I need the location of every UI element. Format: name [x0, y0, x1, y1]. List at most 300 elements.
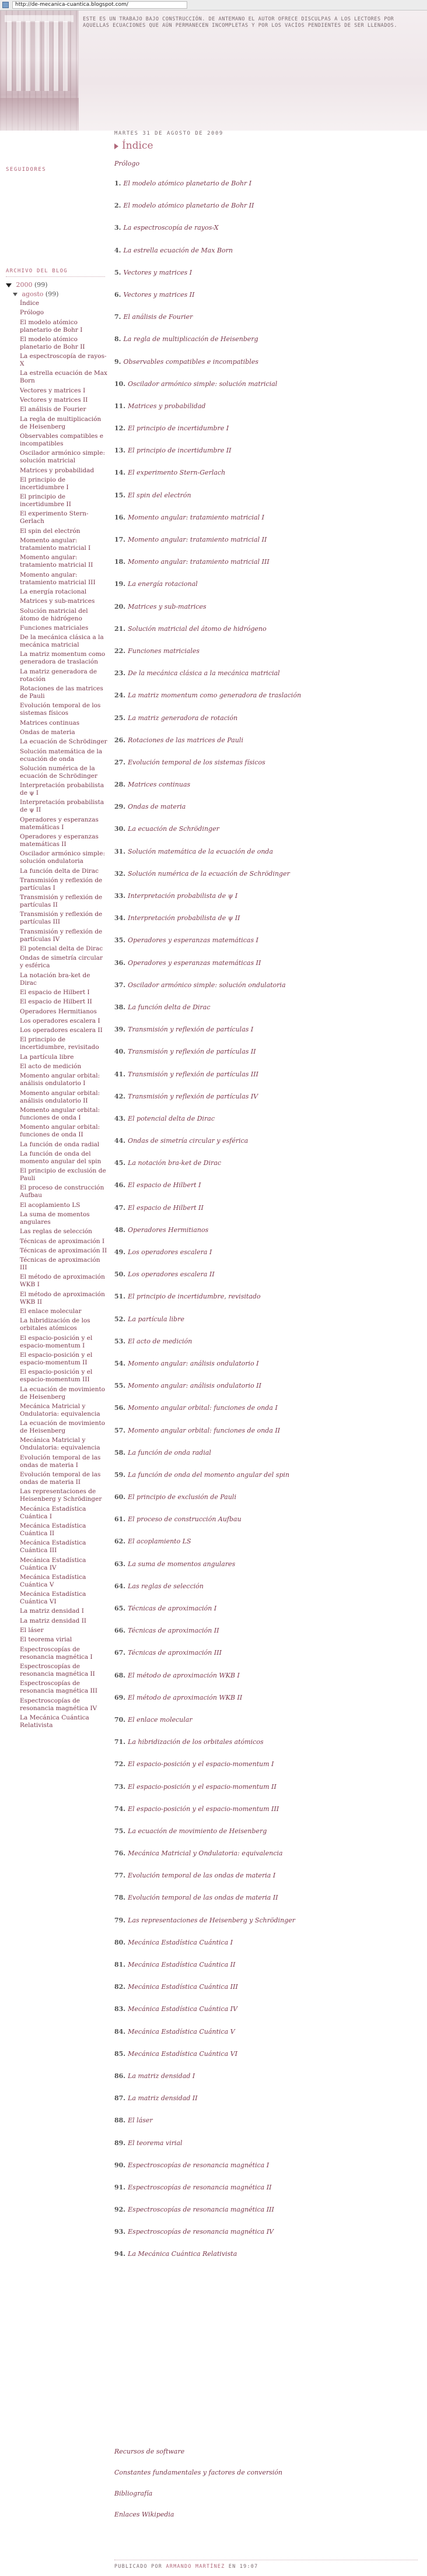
sidebar-post-link[interactable]: La suma de momentos angulares	[20, 1211, 90, 1226]
chapter-link[interactable]: Momento angular orbital: funciones de onda II	[128, 1426, 281, 1434]
sidebar-post-link[interactable]: La matriz momentum como generadora de traslación	[20, 651, 106, 666]
sidebar-post-link[interactable]: Espectroscopías de resonancia magnética II	[20, 1662, 95, 1677]
chapter-item[interactable]	[114, 1071, 418, 1093]
sidebar-post-link[interactable]: Solución numérica de la ecuación de Schrödinger	[20, 764, 98, 780]
sidebar-post-link[interactable]: Los operadores escalera II	[20, 1027, 103, 1034]
sidebar-post-link[interactable]: Vectores y matrices II	[20, 396, 88, 404]
chapter-link[interactable]: Transmisión y reflexión de partículas III	[128, 1070, 258, 1078]
sidebar-post-link[interactable]: Ondas de simetría circular y esférica	[20, 954, 103, 970]
chapter-link[interactable]: El espacio de Hilbert II	[128, 1203, 204, 1212]
chapter-item[interactable]	[114, 1159, 418, 1181]
sidebar-post-link[interactable]: Momento angular: tratamiento matricial I	[20, 537, 91, 552]
chapter-link[interactable]: Mecánica Estadística Cuántica VI	[128, 2049, 238, 2058]
sidebar-post-link[interactable]: El espacio-posición y el espacio-momentum I	[20, 1334, 93, 1349]
chapter-item[interactable]	[114, 1181, 418, 1203]
chapter-link[interactable]: Interpretación probabilista de ψ II	[128, 914, 240, 922]
chapter-item[interactable]	[114, 2005, 418, 2027]
chapter-link[interactable]: La función de onda radial	[128, 1448, 211, 1457]
extra-link[interactable]: Constantes fundamentales y factores de conversión	[114, 2469, 283, 2476]
sidebar-post-link[interactable]: La partícula libre	[20, 1053, 74, 1061]
chapter-link[interactable]: Mecánica Estadística Cuántica IV	[128, 2005, 238, 2013]
chapter-link[interactable]: Observables compatibles e incompatibles	[123, 357, 258, 366]
sidebar-post-link[interactable]: Momento angular: tratamiento matricial II	[20, 554, 93, 569]
chapter-link[interactable]: Mecánica Estadística Cuántica I	[128, 1938, 233, 1946]
sidebar-post-link[interactable]: Rotaciones de las matrices de Pauli	[20, 685, 103, 700]
chapter-item[interactable]	[114, 469, 418, 491]
chapter-link[interactable]: El acto de medición	[128, 1337, 192, 1345]
footer-time[interactable]: EN 19:07	[228, 2564, 258, 2570]
chapter-link[interactable]: La partícula libre	[128, 1315, 184, 1323]
chapter-link[interactable]: Transmisión y reflexión de partículas I	[128, 1026, 254, 1034]
chapter-link[interactable]: El principio de incertidumbre I	[128, 424, 229, 433]
chapter-link[interactable]: El principio de exclusión de Pauli	[128, 1493, 236, 1501]
chapter-item[interactable]	[114, 313, 418, 335]
chapter-item[interactable]	[114, 1093, 418, 1115]
sidebar-post-link[interactable]: El proceso de construcción Aufbau	[20, 1184, 104, 1199]
chapter-item[interactable]	[114, 1003, 418, 1026]
chapter-link[interactable]: El proceso de construcción Aufbau	[128, 1515, 242, 1524]
post-title[interactable]	[114, 140, 153, 152]
chapter-item[interactable]	[114, 447, 418, 469]
archive-year[interactable]	[6, 281, 48, 289]
chapter-link[interactable]: El espacio-posición y el espacio-momentum I	[128, 1760, 274, 1768]
chapter-item[interactable]	[114, 335, 418, 357]
chapter-item[interactable]	[114, 2094, 418, 2117]
sidebar-post-link[interactable]: La espectroscopía de rayos-X	[20, 353, 107, 368]
chapter-item[interactable]	[114, 1738, 418, 1760]
sidebar-post-link[interactable]: De la mecánica clásica a la mecánica matricial	[20, 634, 104, 649]
chapter-link[interactable]: La regla de multiplicación de Heisenberg	[123, 335, 258, 343]
sidebar-post-link[interactable]: Mecánica Estadística Cuántica II	[20, 1522, 86, 1537]
chapter-item[interactable]	[114, 781, 418, 803]
chapter-item[interactable]	[114, 402, 418, 424]
chapter-link[interactable]: Espectroscopías de resonancia magnética II	[128, 2183, 272, 2191]
chapter-link[interactable]: Momento angular: tratamiento matricial II	[128, 536, 267, 543]
sidebar-post-link[interactable]: Mecánica Estadística Cuántica V	[20, 1573, 86, 1588]
footer-author-link[interactable]: ARMANDO MARTÍNEZ	[166, 2564, 225, 2570]
sidebar-post-link[interactable]: Solución matricial del átomo de hidrógeno	[20, 607, 88, 622]
sidebar-post-link[interactable]: El principio de incertidumbre, revisitado	[20, 1036, 99, 1051]
sidebar-post-link[interactable]: El spin del electrón	[20, 527, 80, 535]
sidebar-post-link[interactable]: Momento angular orbital: análisis ondulatorio II	[20, 1089, 100, 1104]
sidebar-post-link[interactable]: Operadores Hermitianos	[20, 1008, 97, 1015]
sidebar-post-link[interactable]: Índice	[20, 300, 40, 307]
chapter-link[interactable]: El método de aproximación WKB I	[128, 1671, 240, 1679]
chapter-item[interactable]	[114, 1471, 418, 1493]
chapter-link[interactable]: Vectores y matrices II	[123, 290, 195, 299]
chapter-link[interactable]: Matrices continuas	[128, 781, 191, 789]
sidebar-post-link[interactable]: Técnicas de aproximación III	[20, 1257, 100, 1272]
chapter-link[interactable]: Evolución temporal de las ondas de materia II	[128, 1894, 278, 1902]
sidebar-post-link[interactable]: Transmisión y reflexión de partículas II	[20, 894, 103, 909]
chapter-link[interactable]: La matriz densidad II	[128, 2094, 198, 2103]
sidebar-post-link[interactable]: Espectroscopías de resonancia magnética I	[20, 1645, 93, 1661]
sidebar-post-link[interactable]: Momento angular: tratamiento matricial III	[20, 571, 96, 586]
chapter-item[interactable]	[114, 2184, 418, 2206]
expand-triangle-icon[interactable]	[6, 283, 12, 287]
chapter-item[interactable]	[114, 1872, 418, 1894]
chapter-item[interactable]	[114, 1404, 418, 1426]
sidebar-post-link[interactable]: La ecuación de movimiento de Heisenberg	[20, 1385, 106, 1401]
sidebar-post-link[interactable]: El espacio-posición y el espacio-momentum III	[20, 1368, 93, 1384]
sidebar-post-link[interactable]: Espectroscopías de resonancia magnética III	[20, 1680, 97, 1695]
chapter-item[interactable]	[114, 291, 418, 313]
sidebar-post-link[interactable]: La ecuación de Schrödinger	[20, 738, 107, 746]
chapter-item[interactable]	[114, 1917, 418, 1939]
chapter-item[interactable]	[114, 1649, 418, 1671]
chapter-link[interactable]: Evolución temporal de las ondas de materia I	[128, 1872, 276, 1880]
chapter-link[interactable]: La matriz densidad I	[128, 2072, 195, 2080]
chapter-item[interactable]	[114, 1961, 418, 1983]
sidebar-post-link[interactable]: El modelo atómico planetario de Bohr I	[20, 318, 83, 334]
chapter-item[interactable]	[114, 492, 418, 514]
chapter-link[interactable]: De la mecánica clásica a la mecánica matricial	[128, 669, 280, 678]
chapter-item[interactable]	[114, 1672, 418, 1694]
chapter-item[interactable]	[114, 625, 418, 647]
prologue-link[interactable]: Prólogo	[114, 160, 140, 167]
sidebar-post-link[interactable]: La energía rotacional	[20, 588, 87, 595]
chapter-item[interactable]	[114, 1894, 418, 1916]
chapter-item[interactable]	[114, 1271, 418, 1293]
chapter-item[interactable]	[114, 1204, 418, 1226]
chapter-item[interactable]	[114, 1338, 418, 1360]
chapter-link[interactable]: Transmisión y reflexión de partículas IV	[128, 1092, 258, 1100]
chapter-item[interactable]	[114, 714, 418, 736]
chapter-link[interactable]: Espectroscopías de resonancia magnética III	[128, 2206, 274, 2214]
chapter-item[interactable]	[114, 1538, 418, 1560]
chapter-item[interactable]	[114, 647, 418, 669]
chapter-link[interactable]: El potencial delta de Dirac	[128, 1114, 215, 1122]
chapter-item[interactable]	[114, 1315, 418, 1338]
sidebar-post-link[interactable]: Funciones matriciales	[20, 624, 89, 631]
chapter-link[interactable]: La espectroscopía de rayos-X	[123, 224, 219, 232]
sidebar-post-link[interactable]: El teorema virial	[20, 1636, 72, 1644]
archive-month[interactable]	[13, 290, 59, 298]
chapter-link[interactable]: Ondas de materia	[128, 803, 186, 811]
chapter-item[interactable]	[114, 2139, 418, 2161]
sidebar-post-link[interactable]: Operadores y esperanzas matemáticas I	[20, 816, 99, 831]
sidebar-post-link[interactable]: La ecuación de movimiento de Heisenberg	[20, 1420, 106, 1435]
sidebar-post-link[interactable]: Momento angular orbital: análisis ondulatorio I	[20, 1072, 100, 1087]
chapter-link[interactable]: Momento angular: análisis ondulatorio II	[128, 1382, 261, 1390]
sidebar-post-link[interactable]: Interpretación probabilista de ψ II	[20, 799, 104, 814]
sidebar-post-link[interactable]: El principio de incertidumbre II	[20, 493, 71, 508]
chapter-item[interactable]	[114, 1560, 418, 1582]
sidebar-post-link[interactable]: El experimento Stern-Gerlach	[20, 510, 89, 525]
chapter-link[interactable]: El teorema virial	[128, 2139, 183, 2147]
chapter-item[interactable]	[114, 1627, 418, 1649]
sidebar-post-link[interactable]: La matriz generadora de rotación	[20, 668, 97, 683]
chapter-link[interactable]: Vectores y matrices I	[123, 268, 192, 276]
sidebar-post-link[interactable]: Mecánica Estadística Cuántica VI	[20, 1591, 86, 1606]
chapter-item[interactable]	[114, 514, 418, 536]
url-field[interactable]: http://de-mecanica-cuantica.blogspot.com/	[12, 1, 187, 9]
chapter-link[interactable]: Las representaciones de Heisenberg y Schrödinger	[128, 1916, 296, 1924]
sidebar-post-link[interactable]: El acto de medición	[20, 1063, 82, 1071]
sidebar-post-link[interactable]: Ondas de materia	[20, 728, 75, 736]
chapter-item[interactable]	[114, 1983, 418, 2005]
chapter-item[interactable]	[114, 1939, 418, 1961]
chapter-item[interactable]	[114, 2161, 418, 2184]
chapter-item[interactable]	[114, 1849, 418, 1872]
chapter-item[interactable]	[114, 1493, 418, 1515]
sidebar-post-link[interactable]: Matrices y probabilidad	[20, 466, 94, 474]
chapter-item[interactable]	[114, 1827, 418, 1849]
chapter-link[interactable]: Mecánica Estadística Cuántica II	[128, 1961, 236, 1968]
chapter-link[interactable]: Mecánica Matricial y Ondulatoria: equivalencia	[128, 1849, 283, 1858]
sidebar-post-link[interactable]: El modelo atómico planetario de Bohr II	[20, 335, 85, 350]
chapter-link[interactable]: Transmisión y reflexión de partículas II	[128, 1048, 256, 1056]
chapter-link[interactable]: Operadores y esperanzas matemáticas I	[128, 936, 258, 945]
chapter-link[interactable]: El modelo atómico planetario de Bohr II	[123, 202, 254, 210]
chapter-link[interactable]: Momento angular: tratamiento matricial I	[128, 513, 264, 521]
chapter-item[interactable]	[114, 936, 418, 959]
chapter-item[interactable]	[114, 825, 418, 847]
chapter-link[interactable]: La notación bra-ket de Dirac	[128, 1159, 222, 1167]
chapter-link[interactable]: El experimento Stern-Gerlach	[128, 469, 226, 477]
chapter-link[interactable]: El espacio de Hilbert I	[128, 1181, 201, 1189]
sidebar-post-link[interactable]: Momento angular orbital: funciones de onda I	[20, 1106, 100, 1121]
sidebar-post-link[interactable]: Técnicas de aproximación II	[20, 1247, 107, 1254]
chapter-item[interactable]	[114, 1360, 418, 1382]
chapter-item[interactable]	[114, 1248, 418, 1271]
sidebar-post-link[interactable]: La matriz densidad II	[20, 1617, 87, 1624]
chapter-link[interactable]: La Mecánica Cuántica Relativista	[128, 2250, 237, 2258]
chapter-item[interactable]	[114, 380, 418, 402]
chapter-item[interactable]	[114, 1115, 418, 1137]
sidebar-post-link[interactable]: La notación bra-ket de Dirac	[20, 971, 90, 987]
chapter-item[interactable]	[114, 358, 418, 380]
chapter-item[interactable]	[114, 848, 418, 870]
chapter-item[interactable]	[114, 692, 418, 714]
chapter-item[interactable]	[114, 202, 418, 224]
chapter-item[interactable]	[114, 2072, 418, 2094]
chapter-link[interactable]: El método de aproximación WKB II	[128, 1693, 243, 1701]
sidebar-post-link[interactable]: Vectores y matrices I	[20, 387, 86, 394]
chapter-item[interactable]	[114, 2250, 418, 2272]
chapter-item[interactable]	[114, 959, 418, 981]
chapter-link[interactable]: Técnicas de aproximación II	[128, 1627, 219, 1635]
chapter-item[interactable]	[114, 759, 418, 781]
post-title-text[interactable]: Índice	[122, 140, 153, 152]
chapter-link[interactable]: Mecánica Estadística Cuántica V	[128, 2027, 235, 2035]
sidebar-post-link[interactable]: Mecánica Estadística Cuántica I	[20, 1505, 86, 1520]
sidebar-post-link[interactable]: Evolución temporal de las ondas de materia II	[20, 1471, 101, 1486]
sidebar-post-link[interactable]: El análisis de Fourier	[20, 406, 86, 413]
sidebar-post-link[interactable]: El potencial delta de Dirac	[20, 945, 103, 953]
sidebar-post-link[interactable]: Oscilador armónico simple: solución ondulatoria	[20, 850, 106, 865]
chapter-link[interactable]: La energía rotacional	[128, 580, 198, 588]
sidebar-post-link[interactable]: Operadores y esperanzas matemáticas II	[20, 833, 99, 848]
sidebar-post-link[interactable]: La estrella ecuación de Max Born	[20, 370, 107, 385]
sidebar-post-link[interactable]: El acoplamiento LS	[20, 1201, 80, 1209]
chapter-link[interactable]: La ecuación de Schrödinger	[128, 825, 219, 833]
chapter-link[interactable]: Solución numérica de la ecuación de Schrödinger	[128, 869, 290, 878]
chapter-link[interactable]: El láser	[128, 2117, 153, 2125]
chapter-link[interactable]: La función delta de Dirac	[128, 1003, 211, 1011]
sidebar-post-link[interactable]: El método de aproximación WKB I	[20, 1273, 105, 1289]
chapter-link[interactable]: Funciones matriciales	[128, 647, 200, 655]
sidebar-post-link[interactable]: Transmisión y reflexión de partículas I	[20, 876, 103, 892]
sidebar-post-link[interactable]: Interpretación probabilista de ψ I	[20, 782, 104, 797]
chapter-item[interactable]	[114, 247, 418, 269]
chapter-link[interactable]: Mecánica Estadística Cuántica III	[128, 1983, 238, 1991]
chapter-item[interactable]	[114, 1716, 418, 1738]
chapter-link[interactable]: Los operadores escalera I	[128, 1248, 212, 1256]
chapter-link[interactable]: Operadores y esperanzas matemáticas II	[128, 959, 261, 967]
sidebar-post-link[interactable]: Solución matemática de la ecuación de onda	[20, 747, 103, 763]
chapter-item[interactable]	[114, 603, 418, 625]
chapter-link[interactable]: Operadores Hermitianos	[128, 1226, 209, 1234]
chapter-item[interactable]	[114, 2206, 418, 2228]
sidebar-post-link[interactable]: Transmisión y reflexión de partículas III	[20, 911, 103, 926]
chapter-item[interactable]	[114, 2050, 418, 2072]
sidebar-post-link[interactable]: Las representaciones de Heisenberg y Schrödinger	[20, 1488, 102, 1503]
chapter-item[interactable]	[114, 892, 418, 914]
sidebar-post-link[interactable]: El espacio de Hilbert II	[20, 998, 92, 1006]
chapter-item[interactable]	[114, 224, 418, 246]
chapter-item[interactable]	[114, 1449, 418, 1471]
chapter-item[interactable]	[114, 1783, 418, 1805]
chapter-link[interactable]: La función de onda del momento angular del spin	[128, 1471, 290, 1479]
sidebar-post-link[interactable]: Evolución temporal de los sistemas físicos	[20, 702, 101, 717]
chapter-item[interactable]	[114, 1582, 418, 1605]
sidebar-post-link[interactable]: Oscilador armónico simple: solución matricial	[20, 450, 106, 465]
sidebar-post-link[interactable]: Las reglas de selección	[20, 1228, 92, 1236]
sidebar-post-link[interactable]: El principio de incertidumbre I	[20, 476, 69, 491]
chapter-link[interactable]: El principio de incertidumbre, revisitado	[128, 1293, 261, 1301]
chapter-link[interactable]: La suma de momentos angulares	[128, 1560, 236, 1568]
chapter-item[interactable]	[114, 580, 418, 602]
sidebar-post-link[interactable]: Espectroscopías de resonancia magnética IV	[20, 1697, 97, 1712]
sidebar-post-link[interactable]: Prólogo	[20, 309, 44, 317]
chapter-link[interactable]: El enlace molecular	[128, 1715, 192, 1724]
chapter-link[interactable]: Matrices y probabilidad	[128, 402, 206, 410]
sidebar-post-link[interactable]: Evolución temporal de las ondas de materia I	[20, 1454, 101, 1469]
sidebar-post-link[interactable]: El enlace molecular	[20, 1308, 82, 1315]
chapter-item[interactable]	[114, 424, 418, 447]
sidebar-post-link[interactable]: El láser	[20, 1627, 44, 1634]
sidebar-post-link[interactable]: Mecánica Matricial y Ondulatoria: equivalencia	[20, 1402, 100, 1417]
archive-month-link[interactable]: agosto	[22, 290, 44, 298]
sidebar-post-link[interactable]: Los operadores escalera I	[20, 1017, 100, 1024]
extra-link[interactable]: Enlaces Wikipedia	[114, 2511, 174, 2518]
chapter-item[interactable]	[114, 1605, 418, 1627]
chapter-link[interactable]: La estrella ecuación de Max Born	[123, 246, 233, 254]
chapter-link[interactable]: Espectroscopías de resonancia magnética IV	[128, 2228, 274, 2236]
chapter-item[interactable]	[114, 1137, 418, 1159]
chapter-item[interactable]	[114, 1805, 418, 1827]
chapter-link[interactable]: La matriz momentum como generadora de traslación	[128, 692, 302, 700]
chapter-link[interactable]: El espacio-posición y el espacio-momentum III	[128, 1805, 279, 1813]
chapter-item[interactable]	[114, 914, 418, 936]
chapter-link[interactable]: El modelo atómico planetario de Bohr I	[123, 180, 252, 187]
extra-link[interactable]: Bibliografía	[114, 2490, 153, 2497]
chapter-item[interactable]	[114, 669, 418, 692]
chapter-item[interactable]	[114, 1760, 418, 1782]
sidebar-post-link[interactable]: El espacio de Hilbert I	[20, 988, 90, 996]
sidebar-post-link[interactable]: Mecánica Estadística Cuántica IV	[20, 1556, 86, 1571]
sidebar-post-link[interactable]: Técnicas de aproximación I	[20, 1237, 105, 1245]
chapter-item[interactable]	[114, 2028, 418, 2050]
chapter-item[interactable]	[114, 558, 418, 580]
chapter-link[interactable]: Técnicas de aproximación I	[128, 1605, 217, 1612]
chapter-item[interactable]	[114, 981, 418, 1003]
chapter-link[interactable]: Momento angular: análisis ondulatorio I	[128, 1359, 259, 1367]
sidebar-post-link[interactable]: El principio de exclusión de Pauli	[20, 1167, 106, 1182]
chapter-link[interactable]: Las reglas de selección	[128, 1582, 204, 1590]
chapter-link[interactable]: Rotaciones de las matrices de Pauli	[128, 736, 243, 744]
chapter-link[interactable]: Evolución temporal de los sistemas físicos	[128, 758, 265, 766]
archive-year-link[interactable]: 2000	[16, 281, 33, 289]
sidebar-post-link[interactable]: La función de onda del momento angular del spin	[20, 1150, 102, 1165]
chapter-link[interactable]: El análisis de Fourier	[123, 313, 193, 321]
chapter-link[interactable]: Momento angular orbital: funciones de onda I	[128, 1404, 278, 1412]
chapter-item[interactable]	[114, 269, 418, 291]
chapter-link[interactable]: Oscilador armónico simple: solución ondulatoria	[128, 981, 286, 989]
chapter-link[interactable]: Interpretación probabilista de ψ I	[128, 892, 238, 900]
chapter-item[interactable]	[114, 1382, 418, 1404]
chapter-item[interactable]	[114, 1048, 418, 1070]
chapter-item[interactable]	[114, 1026, 418, 1048]
chapter-item[interactable]	[114, 1515, 418, 1538]
sidebar-post-link[interactable]: La función delta de Dirac	[20, 867, 99, 875]
chapter-item[interactable]	[114, 736, 418, 759]
sidebar-post-link[interactable]: Transmisión y reflexión de partículas IV	[20, 928, 103, 943]
chapter-link[interactable]: Solución matricial del átomo de hidrógeno	[128, 624, 267, 633]
chapter-link[interactable]: La ecuación de movimiento de Heisenberg	[128, 1827, 267, 1835]
sidebar-post-link[interactable]: Momento angular orbital: funciones de onda II	[20, 1124, 100, 1139]
sidebar-post-link[interactable]: Matrices continuas	[20, 719, 80, 727]
sidebar-post-link[interactable]: Observables compatibles e incompatibles	[20, 432, 104, 447]
sidebar-post-link[interactable]: La función de onda radial	[20, 1140, 100, 1148]
chapter-item[interactable]	[114, 2117, 418, 2139]
chapter-link[interactable]: Los operadores escalera II	[128, 1271, 215, 1279]
chapter-link[interactable]: El espacio-posición y el espacio-momentum II	[128, 1782, 276, 1791]
sidebar-post-link[interactable]: Matrices y sub-matrices	[20, 598, 95, 605]
chapter-link[interactable]: Matrices y sub-matrices	[128, 602, 206, 610]
sidebar-post-link[interactable]: La regla de multiplicación de Heisenberg	[20, 415, 102, 430]
chapter-link[interactable]: Oscilador armónico simple: solución matricial	[128, 380, 278, 388]
sidebar-post-link[interactable]: El método de aproximación WKB II	[20, 1290, 105, 1305]
chapter-item[interactable]	[114, 870, 418, 892]
chapter-item[interactable]	[114, 1293, 418, 1315]
chapter-link[interactable]: El spin del electrón	[128, 491, 191, 499]
chapter-item[interactable]	[114, 2228, 418, 2250]
chapter-link[interactable]: El principio de incertidumbre II	[128, 447, 232, 455]
chapter-item[interactable]	[114, 180, 418, 202]
chapter-link[interactable]: El acoplamiento LS	[128, 1538, 191, 1546]
chapter-link[interactable]: La matriz generadora de rotación	[128, 714, 238, 722]
chapter-link[interactable]: Ondas de simetría circular y esférica	[128, 1137, 249, 1145]
chapter-item[interactable]	[114, 1694, 418, 1716]
chapter-link[interactable]: Solución matemática de la ecuación de onda	[128, 847, 274, 855]
chapter-item[interactable]	[114, 1427, 418, 1449]
extra-link[interactable]: Recursos de software	[114, 2448, 185, 2455]
chapter-link[interactable]: Técnicas de aproximación III	[128, 1649, 222, 1657]
sidebar-post-link[interactable]: La hibridización de los orbitales atómicos	[20, 1317, 90, 1332]
sidebar-post-link[interactable]: La Mecánica Cuántica Relativista	[20, 1714, 89, 1729]
chapter-item[interactable]	[114, 536, 418, 558]
sidebar-post-link[interactable]: Mecánica Estadística Cuántica III	[20, 1539, 86, 1554]
sidebar-post-link[interactable]: La matriz densidad I	[20, 1608, 84, 1615]
chapter-link[interactable]: Momento angular: tratamiento matricial III	[128, 558, 270, 566]
sidebar-post-link[interactable]: Mecánica Matricial y Ondulatoria: equivalencia	[20, 1437, 100, 1452]
sidebar-post-link[interactable]: El espacio-posición y el espacio-momentum II	[20, 1351, 93, 1366]
chapter-link[interactable]: Espectroscopías de resonancia magnética I	[128, 2161, 270, 2169]
chapter-item[interactable]	[114, 1226, 418, 1248]
chapter-link[interactable]: La hibridización de los orbitales atómicos	[128, 1738, 264, 1746]
